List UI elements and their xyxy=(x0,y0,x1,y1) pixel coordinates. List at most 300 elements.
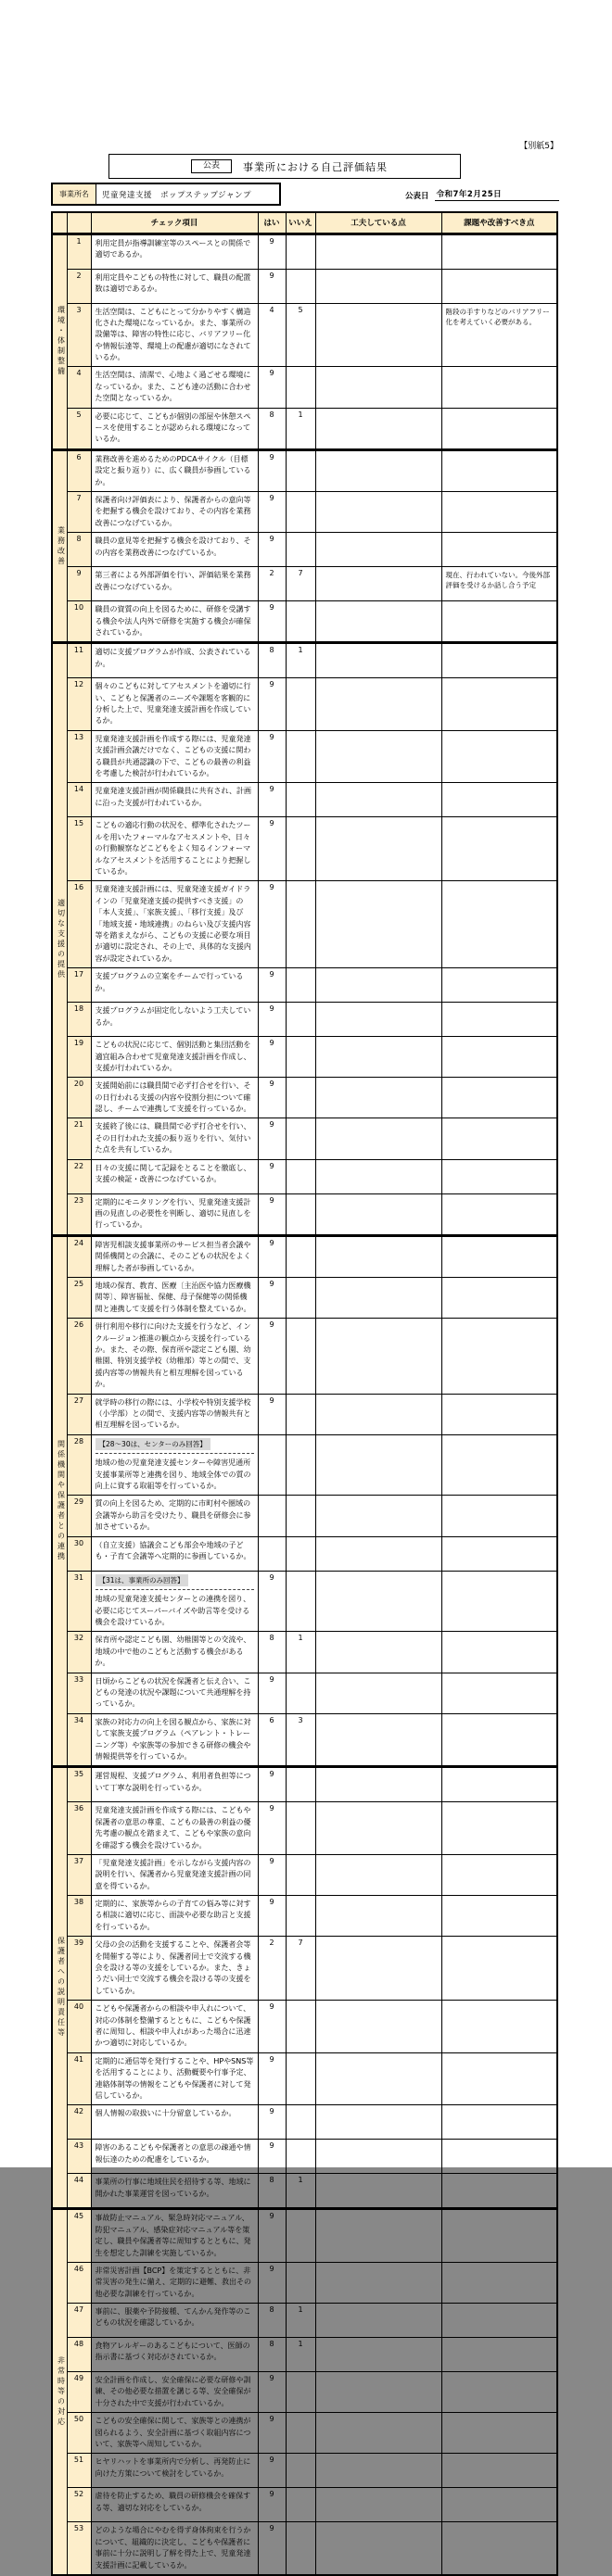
header-row xyxy=(52,212,557,234)
item-number: 10 xyxy=(67,601,91,643)
yes-count: 9 xyxy=(258,1118,286,1159)
no-count xyxy=(286,1319,315,1394)
yes-count: 9 xyxy=(258,269,286,303)
no-count xyxy=(286,2001,315,2053)
item-number: 52 xyxy=(67,2488,91,2522)
page-title: 事業所における自己評価結果 xyxy=(243,160,389,173)
item-number: 37 xyxy=(67,1854,91,1895)
yes-count: 9 xyxy=(258,1037,286,1078)
item-text xyxy=(96,2003,254,2050)
item-number: 51 xyxy=(67,2454,91,2488)
no-count: 1 xyxy=(286,1632,315,1673)
issues-point-cell xyxy=(441,1394,557,1434)
respondent-note: 【28～30は、センターのみ回答】 xyxy=(96,1438,210,1451)
yes-count: 9 xyxy=(258,2488,286,2522)
table-row xyxy=(52,601,557,643)
devised-point-cell xyxy=(315,1159,441,1193)
no-count xyxy=(286,2140,315,2174)
item-number: 27 xyxy=(67,1394,91,1434)
no-count xyxy=(286,2262,315,2303)
table-row xyxy=(52,1632,557,1673)
item-text-cell xyxy=(91,817,258,881)
devised-point-cell xyxy=(315,1118,441,1159)
item-text-cell xyxy=(91,1536,258,1571)
issues-point-cell xyxy=(441,1937,557,2001)
no-count: 1 xyxy=(286,408,315,449)
category-label: 保護者への説明責任等 xyxy=(52,1767,67,2209)
devised-point-cell xyxy=(315,1571,441,1632)
item-question: 児童発達支援計画には、児童発達支援ガイドラインの「児童発達支援の提供すべき支援」の「本人支援」、「家族支援」、「移行支援」及び「地域支援・地域連携」のねらい及び支援内容等を踏まえながら、こどもの支援に必要な項目が適切に設定され、その上で、具体的な支援内容が設定されているか。 xyxy=(95,885,251,963)
item-number: 19 xyxy=(67,1037,91,1078)
yes-count: 8 xyxy=(258,2174,286,2209)
item-question: 第三者による外部評価を行い、評価結果を業務改善につなげているか。 xyxy=(95,571,251,591)
devised-point-cell xyxy=(315,1078,441,1118)
item-text xyxy=(96,1281,254,1315)
issues-point-cell xyxy=(441,408,557,449)
devised-point-cell xyxy=(315,1896,441,1937)
table-row xyxy=(52,2372,557,2413)
devised-point-cell xyxy=(315,408,441,449)
no-count xyxy=(286,730,315,783)
title-box xyxy=(108,154,461,179)
devised-point-cell xyxy=(315,2338,441,2372)
yes-count: 9 xyxy=(258,1235,286,1277)
table-row xyxy=(52,1434,557,1496)
item-number: 6 xyxy=(67,449,91,491)
issues-point-cell xyxy=(441,1854,557,1895)
item-question: 非常災害計画【BCP】を策定するとともに、非常災害の発生に備え、定期的に避難、救出その他必要な訓練を行っているか。 xyxy=(95,2266,251,2298)
yes-count: 8 xyxy=(258,2304,286,2338)
issues-point-cell xyxy=(441,2001,557,2053)
item-question: 児童発達支援計画を作成する際には、こどもや保護者の意思の尊重、こどもの最善の利益の優先考慮の観点を踏まえて、こどもや家族の意向を確認する機会を設けているか。 xyxy=(95,1806,251,1850)
header-devised: 工夫している点 xyxy=(315,212,441,234)
yes-count: 9 xyxy=(258,2262,286,2303)
item-number: 25 xyxy=(67,1277,91,1318)
devised-point-cell xyxy=(315,303,441,367)
yes-count: 9 xyxy=(258,2522,286,2575)
item-number: 48 xyxy=(67,2338,91,2372)
issues-point-cell xyxy=(441,2522,557,2575)
category-label: 業務改善 xyxy=(52,449,67,643)
issues-point-cell xyxy=(441,1193,557,1235)
devised-point-cell xyxy=(315,1394,441,1434)
item-question: 個々のこどもに対してアセスメントを適切に行い、こどもと保護者のニーズや課題を客観的に分析した上で、児童発達支援計画を作成しているか。 xyxy=(95,682,251,726)
no-count: 1 xyxy=(286,2174,315,2209)
issues-point-cell xyxy=(441,2174,557,2209)
issues-point-cell xyxy=(441,1277,557,1318)
item-number: 53 xyxy=(67,2522,91,2575)
item-question: 保護者向け評価表により、保護者からの意向等を把握する機会を設けており、その内容を業務改善につなげているか。 xyxy=(95,495,251,527)
item-question: 運営規程、支援プログラム、利用者負担等について丁寧な説明を行っているか。 xyxy=(95,1772,251,1792)
item-text-cell xyxy=(91,533,258,567)
devised-point-cell xyxy=(315,1937,441,2001)
table-row xyxy=(52,449,557,491)
item-text-cell xyxy=(91,2052,258,2105)
item-text xyxy=(96,734,254,780)
no-count xyxy=(286,1496,315,1536)
no-count xyxy=(286,1159,315,1193)
no-count xyxy=(286,1394,315,1434)
item-question: 利用定員が指導訓練室等のスペースとの関係で適切であるか。 xyxy=(95,238,251,259)
item-number: 18 xyxy=(67,1003,91,1037)
header-number-spacer xyxy=(67,212,91,234)
yes-count: 9 xyxy=(258,1802,286,1855)
devised-point-cell xyxy=(315,968,441,1003)
devised-point-cell xyxy=(315,533,441,567)
devised-point-cell xyxy=(315,2052,441,2105)
yes-count: 2 xyxy=(258,1937,286,2001)
table-row xyxy=(52,2454,557,2488)
item-text xyxy=(96,2491,254,2519)
no-count xyxy=(286,2522,315,2575)
category-label: 関係機関や保護者との連携 xyxy=(52,1235,67,1767)
yes-count xyxy=(258,1496,286,1536)
item-number: 9 xyxy=(67,567,91,601)
no-count xyxy=(286,367,315,408)
item-question: こどもの状況に応じて、個別活動と集団活動を適宜組み合わせて児童発達支援計画を作成し、支援が行われているか。 xyxy=(95,1041,251,1072)
no-count xyxy=(286,1896,315,1937)
item-number: 40 xyxy=(67,2001,91,2053)
item-text-cell xyxy=(91,449,258,491)
item-number: 1 xyxy=(67,234,91,269)
no-count xyxy=(286,1767,315,1802)
table-row xyxy=(52,234,557,269)
item-text xyxy=(96,454,254,488)
item-number: 35 xyxy=(67,1767,91,1802)
item-question: 必要に応じて、こどもが個別の部屋や休憩スペースを使用することが認められる環境になっているか。 xyxy=(95,411,251,444)
item-question: 支援開始前には職員間で必ず打合せを行い、その日行われる支援の内容や役割分担について確認し、チームで連携して支援を行っているか。 xyxy=(95,1081,251,1114)
item-question: こどもの適応行動の状況を、標準化されたツールを用いたフォーマルなアセスメントや、日々の行動観察などこどもをよく知るインフォーマルなアセスメントを活用することにより把握しているか。 xyxy=(95,821,251,876)
item-text xyxy=(96,820,254,878)
yes-count: 9 xyxy=(258,1854,286,1895)
devised-point-cell xyxy=(315,269,441,303)
item-question: 日々の支援に関して記録をとることを徹底し、支援の検証・改善につなげているか。 xyxy=(95,1163,251,1184)
yes-count: 9 xyxy=(258,730,286,783)
item-text-cell xyxy=(91,2454,258,2488)
item-number: 4 xyxy=(67,367,91,408)
office-name-value: 児童発達支援 ポップステップジャンプ xyxy=(102,190,251,200)
yes-count: 9 xyxy=(258,783,286,817)
item-question: 事故防止マニュアル、緊急時対応マニュアル、防犯マニュアル、感染症対応マニュアル等を策定し、職員や保護者等に周知するとともに、発生を想定した訓練を実施しているか。 xyxy=(95,2214,251,2257)
yes-count: 9 xyxy=(258,1277,286,1318)
no-count xyxy=(286,1854,315,1895)
item-text xyxy=(96,1040,254,1074)
yes-count: 9 xyxy=(258,2052,286,2105)
item-question: 生活空間は、こどもにとって分かりやすく構造化された環境になっているか。また、事業所の設備等は、障害の特性に応じ、バリアフリー化や情報伝達等、環境上の配慮が適切になされているか。 xyxy=(95,307,251,362)
devised-point-cell xyxy=(315,1037,441,1078)
issues-point-cell xyxy=(441,1802,557,1855)
item-text xyxy=(96,884,254,965)
self-evaluation-table xyxy=(51,211,558,2576)
item-text-cell xyxy=(91,2105,258,2140)
item-text-cell xyxy=(91,1571,258,1632)
no-count xyxy=(286,817,315,881)
item-number: 50 xyxy=(67,2413,91,2454)
item-question: こどもや保護者からの相談や申入れについて、対応の体制を整備するとともに、こどもや保護者に周知し、相談や申入れがあった場合に迅速かつ適切に対応しているか。 xyxy=(95,2004,251,2048)
devised-point-cell xyxy=(315,2174,441,2209)
item-text xyxy=(96,272,254,300)
yes-count: 9 xyxy=(258,881,286,968)
issues-point-cell xyxy=(441,1536,557,1571)
table-row xyxy=(52,303,557,367)
devised-point-cell xyxy=(315,2454,441,2488)
item-number: 29 xyxy=(67,1496,91,1536)
item-number: 3 xyxy=(67,303,91,367)
item-text-cell xyxy=(91,1235,258,1277)
issues-point-cell: 階段の手すりなどのバリアフリー化を考えていく必要がある。 xyxy=(441,303,557,367)
item-number: 39 xyxy=(67,1937,91,2001)
item-text-cell xyxy=(91,601,258,643)
item-number: 11 xyxy=(67,643,91,678)
item-text-cell xyxy=(91,1159,258,1193)
item-text-cell xyxy=(91,491,258,532)
no-count: 5 xyxy=(286,303,315,367)
devised-point-cell xyxy=(315,2140,441,2174)
issues-point-cell xyxy=(441,2338,557,2372)
item-text xyxy=(96,1321,254,1390)
table-row xyxy=(52,491,557,532)
dashed-separator xyxy=(96,1453,254,1454)
devised-point-cell xyxy=(315,1802,441,1855)
issues-point-cell xyxy=(441,1632,557,1673)
item-question: 定期的にモニタリングを行い、児童発達支援計画の見直しの必要性を判断し、適切に見直しを行っているか。 xyxy=(95,1197,251,1230)
item-text xyxy=(96,2142,254,2170)
table-row xyxy=(52,643,557,678)
item-number: 8 xyxy=(67,533,91,567)
no-count: 7 xyxy=(286,1937,315,2001)
item-text xyxy=(96,2213,254,2259)
yes-count: 9 xyxy=(258,1159,286,1193)
issues-point-cell xyxy=(441,2488,557,2522)
issues-point-cell xyxy=(441,449,557,491)
item-text-cell xyxy=(91,269,258,303)
table-row xyxy=(52,1193,557,1235)
item-question: 父母の会の活動を支援することや、保護者会等を開催する等により、保護者同士で交流する機会を設ける等の支援をしているか。また、きょうだい同士で交流する機会を設ける等の支援をしているか。 xyxy=(95,1940,251,1995)
item-text-cell xyxy=(91,1713,258,1767)
yes-count: 9 xyxy=(258,234,286,269)
yes-count: 9 xyxy=(258,817,286,881)
header-issues: 課題や改善すべき点 xyxy=(441,212,557,234)
table-row xyxy=(52,817,557,881)
item-text-cell xyxy=(91,1767,258,1802)
item-text xyxy=(96,1240,254,1274)
item-text xyxy=(96,1498,254,1533)
item-text-cell xyxy=(91,783,258,817)
yes-count: 9 xyxy=(258,1571,286,1632)
devised-point-cell xyxy=(315,2372,441,2413)
issues-point-cell xyxy=(441,1118,557,1159)
item-question: 生活空間は、清潔で、心地よく過ごせる環境になっているか。また、こども達の活動に合わせた空間となっているか。 xyxy=(95,371,251,403)
item-text xyxy=(96,1858,254,1892)
devised-point-cell xyxy=(315,449,441,491)
yes-count: 6 xyxy=(258,1713,286,1767)
devised-point-cell xyxy=(315,1319,441,1394)
devised-point-cell xyxy=(315,2522,441,2575)
issues-point-cell xyxy=(441,234,557,269)
no-count xyxy=(286,1193,315,1235)
table-row xyxy=(52,1159,557,1193)
item-text xyxy=(96,681,254,727)
issues-point-cell xyxy=(441,2052,557,2105)
issues-point-cell xyxy=(441,2454,557,2488)
table-row xyxy=(52,1394,557,1434)
item-text-cell xyxy=(91,2174,258,2209)
item-text-cell xyxy=(91,2209,258,2263)
devised-point-cell xyxy=(315,2304,441,2338)
item-text xyxy=(96,1005,254,1033)
devised-point-cell xyxy=(315,2413,441,2454)
item-text xyxy=(96,238,254,266)
devised-point-cell xyxy=(315,491,441,532)
item-text xyxy=(96,2525,254,2571)
devised-point-cell xyxy=(315,678,441,731)
issues-point-cell xyxy=(441,491,557,532)
devised-point-cell xyxy=(315,1003,441,1037)
table-row xyxy=(52,1003,557,1037)
table-row xyxy=(52,783,557,817)
issues-point-cell xyxy=(441,1037,557,1078)
item-text-cell xyxy=(91,2522,258,2575)
item-text xyxy=(96,1899,254,1933)
item-text-cell xyxy=(91,1673,258,1713)
item-number: 7 xyxy=(67,491,91,532)
item-text-cell xyxy=(91,730,258,783)
category-label: 適切な支援の提供 xyxy=(52,643,67,1236)
no-count: 1 xyxy=(286,643,315,678)
item-text xyxy=(96,1438,254,1493)
item-text-cell xyxy=(91,367,258,408)
table-row xyxy=(52,678,557,731)
item-question: どのような場合にやむを得ず身体拘束を行うかについて、組織的に決定し、こどもや保護者に事前に十分に説明し了解を得た上で、児童発達支援計画に記載しているか。 xyxy=(95,2526,251,2570)
item-text-cell xyxy=(91,1802,258,1855)
item-text xyxy=(96,570,254,598)
item-number: 5 xyxy=(67,408,91,449)
yes-count xyxy=(258,1434,286,1496)
no-count xyxy=(286,2209,315,2263)
item-question: 利用定員やこどもの特性に対して、職員の配置数は適切であるか。 xyxy=(95,272,251,293)
item-text-cell xyxy=(91,2488,258,2522)
yes-count: 9 xyxy=(258,2413,286,2454)
item-text xyxy=(96,1717,254,1763)
devised-point-cell xyxy=(315,2105,441,2140)
yes-count: 9 xyxy=(258,1767,286,1802)
table-row xyxy=(52,1802,557,1855)
item-number: 49 xyxy=(67,2372,91,2413)
table-row xyxy=(52,1937,557,2001)
item-number: 30 xyxy=(67,1536,91,1571)
issues-point-cell xyxy=(441,1571,557,1632)
no-count xyxy=(286,2372,315,2413)
devised-point-cell xyxy=(315,783,441,817)
respondent-note: 【31は、事業所のみ回答】 xyxy=(96,1574,188,1587)
table-row xyxy=(52,2052,557,2105)
issues-point-cell xyxy=(441,269,557,303)
item-number: 20 xyxy=(67,1078,91,1118)
item-number: 15 xyxy=(67,817,91,881)
no-count: 1 xyxy=(286,2338,315,2372)
item-text xyxy=(96,1197,254,1231)
item-text-cell xyxy=(91,1037,258,1078)
item-question: 就学時の移行の際には、小学校や特別支援学校（小学部）との間で、支援内容等の情報共有と相互理解を図っているか。 xyxy=(95,1397,251,1430)
item-number: 17 xyxy=(67,968,91,1003)
table-row xyxy=(52,1078,557,1118)
attachment-label: 【別紙5】 xyxy=(519,142,558,151)
item-text-cell xyxy=(91,2262,258,2303)
item-text xyxy=(96,2456,254,2484)
item-number: 32 xyxy=(67,1632,91,1673)
no-count xyxy=(286,1277,315,1318)
no-count xyxy=(286,2488,315,2522)
item-number: 36 xyxy=(67,1802,91,1855)
table-row xyxy=(52,2262,557,2303)
item-question: 支援終了後には、職員間で必ず打合せを行い、その日行われた支援の振り返りを行い、気付いた点を共有しているか。 xyxy=(95,1122,251,1155)
item-question: 事業所の行事に地域住民を招待する等、地域に開かれた事業運営を図っているか。 xyxy=(95,2178,251,2198)
yes-count: 9 xyxy=(258,2001,286,2053)
table-row xyxy=(52,2413,557,2454)
table-row xyxy=(52,1571,557,1632)
table-row xyxy=(52,2209,557,2263)
item-question: 定期的に通信等を発行することや、HPやSNS等を活用することにより、活動概要や行事予定、連絡体制等の情報をこどもや保護者に対して発信しているか。 xyxy=(95,2056,254,2100)
item-text xyxy=(96,647,254,675)
issues-point-cell xyxy=(441,533,557,567)
no-count xyxy=(286,1037,315,1078)
devised-point-cell xyxy=(315,1536,441,1571)
item-text xyxy=(96,1574,254,1629)
publish-date-label: 公表日 xyxy=(405,192,429,201)
issues-point-cell xyxy=(441,1078,557,1118)
yes-count: 9 xyxy=(258,678,286,731)
item-text-cell xyxy=(91,2372,258,2413)
table-row xyxy=(52,1713,557,1767)
yes-count: 2 xyxy=(258,567,286,601)
item-number: 26 xyxy=(67,1319,91,1394)
item-text xyxy=(96,495,254,529)
item-text xyxy=(96,2266,254,2300)
yes-count: 9 xyxy=(258,1319,286,1394)
item-text-cell xyxy=(91,643,258,678)
item-number: 47 xyxy=(67,2304,91,2338)
issues-point-cell xyxy=(441,968,557,1003)
publish-date-field xyxy=(405,188,559,201)
issues-point-cell xyxy=(441,367,557,408)
item-text-cell xyxy=(91,881,258,968)
devised-point-cell xyxy=(315,817,441,881)
no-count xyxy=(286,2454,315,2488)
yes-count: 9 xyxy=(258,601,286,643)
item-text xyxy=(96,1676,254,1711)
table-row xyxy=(52,2304,557,2338)
no-count xyxy=(286,1571,315,1632)
item-text-cell xyxy=(91,408,258,449)
yes-count xyxy=(258,1536,286,1571)
item-text xyxy=(96,411,254,446)
yes-count: 9 xyxy=(258,1003,286,1037)
item-text-cell xyxy=(91,1319,258,1394)
item-number: 24 xyxy=(67,1235,91,1277)
office-name-label: 事業所名 xyxy=(53,184,96,204)
table-row xyxy=(52,269,557,303)
item-question: 障害のあるこどもや保護者との意思の疎通や情報伝達のための配慮をしているか。 xyxy=(95,2143,251,2164)
item-text-cell xyxy=(91,1003,258,1037)
item-question: 併行利用や移行に向けた支援を行うなど、インクルージョン推進の観点から支援を行っているか。また、その際、保育所や認定こども園、幼稚園、特別支援学校（幼稚部）等との間で、支援内容等の情報共有と相互理解を図っているか。 xyxy=(95,1322,251,1389)
item-text xyxy=(96,1540,254,1568)
item-number: 2 xyxy=(67,269,91,303)
devised-point-cell xyxy=(315,234,441,269)
publish-date-value: 令和7年2月25日 xyxy=(435,188,559,201)
devised-point-cell xyxy=(315,2001,441,2053)
issues-point-cell xyxy=(441,1496,557,1536)
item-question: （自立支援）協議会こども部会や地域の子ども・子育て会議等へ定期的に参画しているか。 xyxy=(95,1540,251,1561)
